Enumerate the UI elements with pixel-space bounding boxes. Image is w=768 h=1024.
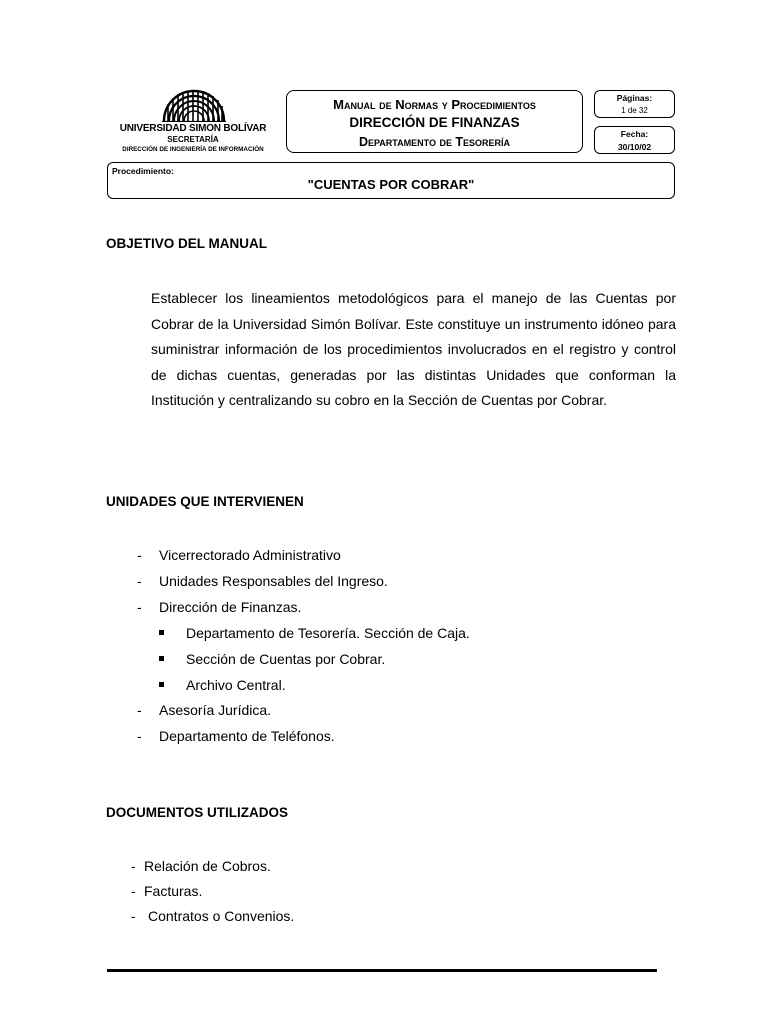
list-item: Dirección de Finanzas. [159,599,302,615]
university-name: UNIVERSIDAD SIMON BOLÍVAR [119,123,267,134]
square-bullet [159,682,164,687]
date-label: Fecha: [620,129,649,139]
university-logo [160,84,228,122]
list-item: Facturas. [144,883,203,899]
list-dash: - [131,908,136,924]
directorate-title: DIRECCIÓN DE FINANZAS [349,115,520,130]
list-item: Asesoría Jurídica. [159,702,272,718]
list-item: Vicerrectorado Administrativo [159,547,341,563]
units-heading: UNIDADES QUE INTERVIENEN [106,494,304,509]
list-item: Departamento de Teléfonos. [159,728,335,744]
sub-list-item: Departamento de Tesorería. Sección de Caja. [186,625,470,641]
sub-list-item: Sección de Cuentas por Cobrar. [186,651,386,667]
list-item: Unidades Responsables del Ingreso. [159,573,388,589]
procedure-title: "CUENTAS POR COBRAR" [307,177,475,192]
date-box [594,126,675,154]
list-dash: - [137,547,142,563]
sub-list-item: Archivo Central. [186,677,286,693]
date-value: 30/10/02 [617,142,652,152]
manual-title-box [286,90,583,153]
procedure-box [107,162,675,199]
pages-value: 1 de 32 [621,106,648,115]
list-dash: - [131,883,136,899]
list-dash: - [137,728,142,744]
list-dash: - [137,702,142,718]
list-item: Contratos o Convenios. [148,908,295,924]
manual-title: Manual de Normas y Procedimientos [333,97,536,112]
pages-box [594,90,675,118]
list-dash: - [131,858,136,874]
documents-heading: DOCUMENTOS UTILIZADOS [106,805,288,820]
objective-paragraph: Establecer los lineamientos metodológicos para el manejo de las Cuentas por Cobrar de la Universidad Simón Bolívar. Este constituye un instrumento idóneo para suministrar información de los procedimientos involucrados en el registro y control de dichas cuentas, generadas por las distintas Unidades que conforman la Institución y centralizando su cobro en la Sección de Cuentas por Cobrar. [151,290,676,409]
footer-rule [107,969,657,972]
square-bullet [159,630,164,635]
department-name: DIRECCIÓN DE INGENIERÍA DE INFORMACIÓN [122,146,264,153]
secretariat-name: SECRETARÍA [167,135,219,144]
objective-heading: OBJETIVO DEL MANUAL [106,236,268,251]
procedure-label: Procedimiento: [112,166,174,176]
pages-label: Páginas: [616,93,653,103]
department-title: Departamento de Tesorería [358,135,511,149]
list-item: Relación de Cobros. [144,858,271,874]
list-dash: - [137,573,142,589]
square-bullet [159,656,164,661]
list-dash: - [137,599,142,615]
